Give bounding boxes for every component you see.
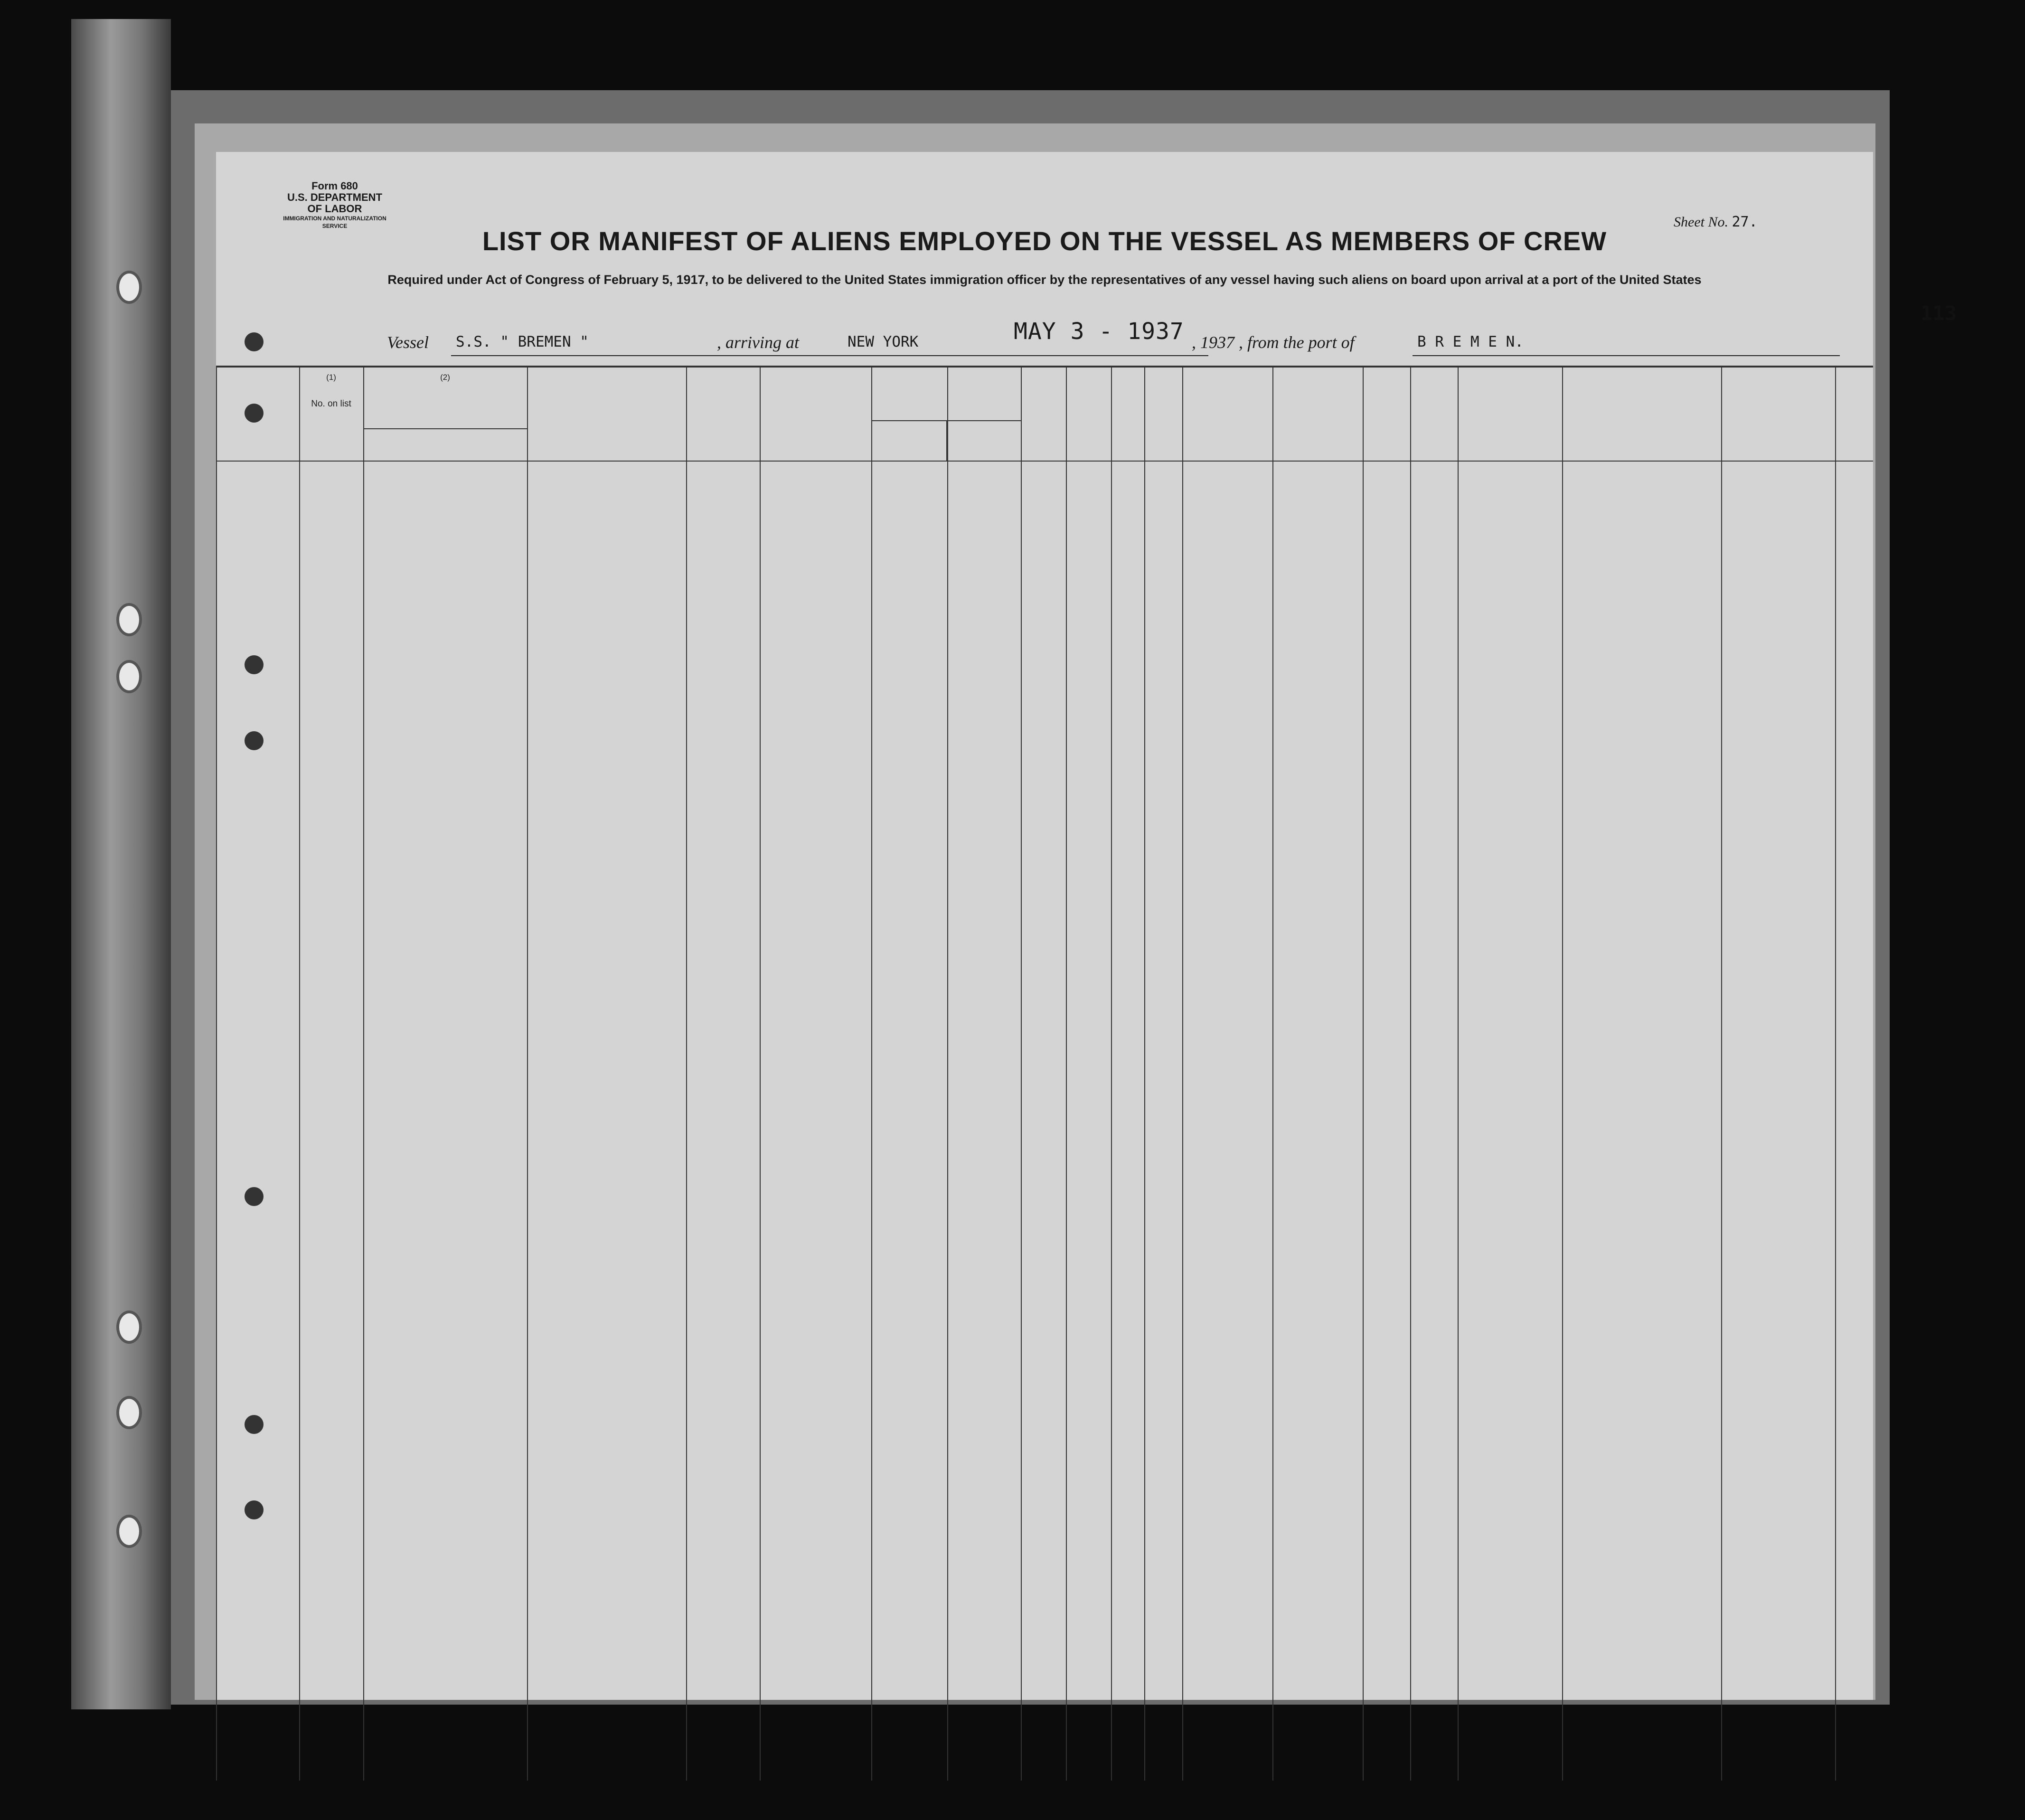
header-bottom-rule	[216, 461, 1873, 462]
binder-hole	[116, 603, 142, 636]
binder-hole	[116, 660, 142, 693]
department-name: U.S. DEPARTMENT OF LABOR	[287, 191, 383, 215]
port-underline	[833, 355, 1208, 356]
col-rule	[527, 366, 528, 1781]
col-rule	[871, 366, 872, 1781]
col-rule	[760, 366, 761, 1781]
col-rule	[1721, 366, 1722, 1781]
vessel-label: Vessel	[387, 333, 429, 352]
col-rule	[1066, 366, 1067, 1781]
table-top-rule	[216, 366, 1873, 368]
col-number: (1)	[326, 373, 336, 382]
col-rule	[947, 366, 948, 1781]
col-rule	[299, 366, 300, 1781]
form-number: Form 680	[311, 180, 358, 192]
year-label: , 1937 , from the port of	[1192, 333, 1355, 352]
col-number: (2)	[440, 373, 450, 382]
sheet-number: 27.	[1732, 214, 1758, 230]
col-rule	[363, 366, 364, 1781]
name-subrule	[363, 428, 527, 429]
service-name: IMMIGRATION AND NATURALIZATION SERVICE	[283, 215, 386, 229]
shipped-divider	[946, 420, 947, 461]
col-rule	[686, 366, 687, 1781]
col-rule	[1182, 366, 1183, 1781]
col-rule	[216, 366, 217, 1781]
col-rule	[1835, 366, 1836, 1781]
stamp-number: 113	[1921, 302, 1957, 325]
punch-hole	[245, 332, 264, 351]
from-port: B R E M E N.	[1417, 333, 1524, 350]
manifest-table	[216, 366, 1873, 1776]
col-rule	[1410, 366, 1411, 1781]
name-divider	[527, 428, 528, 461]
sheet-label: Sheet No.	[1674, 214, 1728, 230]
from-underline	[1413, 355, 1840, 356]
binder-hole	[116, 1311, 142, 1344]
vessel-name: S.S. " BREMEN "	[456, 333, 589, 350]
binder-spine	[71, 19, 171, 1709]
form-header	[280, 180, 389, 230]
arrival-date-stamp: MAY 3 - 1937	[1014, 318, 1184, 345]
col-rule	[1144, 366, 1145, 1781]
col-rule	[1562, 366, 1563, 1781]
page-title: LIST OR MANIFEST OF ALIENS EMPLOYED ON THE VESSEL AS MEMBERS OF CREW	[482, 226, 1607, 256]
binder-hole	[116, 1515, 142, 1548]
col-rule	[1363, 366, 1364, 1781]
binder-hole	[116, 1396, 142, 1429]
binder-hole	[116, 271, 142, 304]
col-rule	[1111, 366, 1112, 1781]
col-rule	[1458, 366, 1459, 1781]
col-rule	[1272, 366, 1273, 1781]
col-rule	[1021, 366, 1022, 1781]
page-subtitle: Required under Act of Congress of February 5, 1917, to be delivered to the United States immigration officer by the representatives of any vessel having such aliens on board upon arrival at a port of the United States	[387, 273, 1702, 287]
header-no-on-list: No. on list	[311, 399, 351, 409]
arriving-port: NEW YORK	[848, 333, 919, 350]
arriving-label: , arriving at	[717, 333, 800, 352]
manifest-page	[216, 152, 1957, 1700]
